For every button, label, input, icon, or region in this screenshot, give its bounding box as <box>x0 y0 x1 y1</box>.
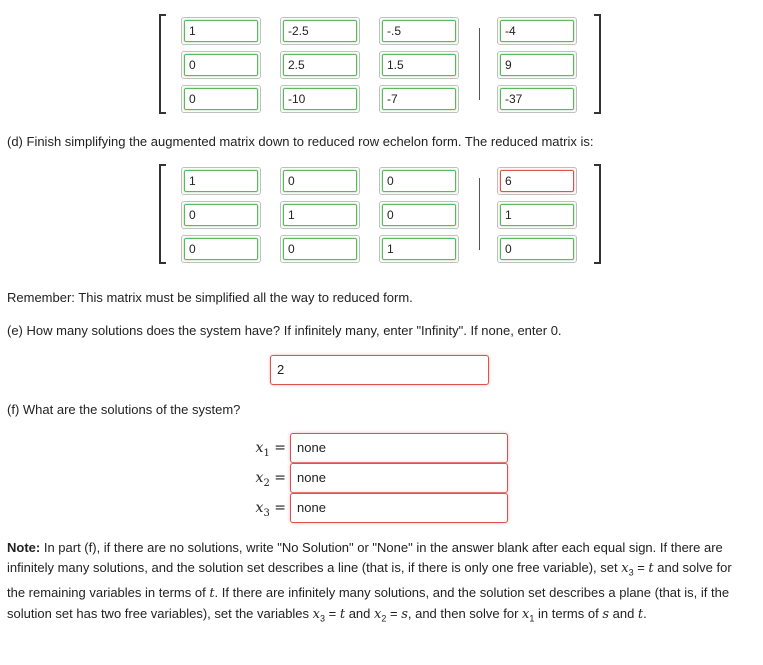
matrix-cell-input[interactable]: 1 <box>283 204 357 226</box>
x3-input[interactable]: none <box>290 493 508 523</box>
matrix-cell-input[interactable]: 0 <box>283 170 357 192</box>
matrix-cell-r2-c3[interactable] <box>379 51 459 79</box>
matrix-cell-r2-c2[interactable] <box>280 51 360 79</box>
matrix-cell-input[interactable]: -10 <box>283 88 357 110</box>
matrix-cell-r3-c2[interactable] <box>280 85 360 113</box>
right-bracket <box>594 14 601 114</box>
matrix-cell-r3-c4[interactable] <box>497 235 577 263</box>
matrix-cell-input[interactable]: 0 <box>283 238 357 260</box>
matrix-cell-input[interactable]: 0 <box>184 54 258 76</box>
matrix-cell-input[interactable]: 9 <box>500 54 574 76</box>
matrix-cell-r1-c3[interactable] <box>379 167 459 195</box>
part-f-prompt: (f) What are the solutions of the system? <box>7 402 241 417</box>
matrix-part-d <box>0 164 763 264</box>
matrix-cell-r2-c1[interactable] <box>181 201 261 229</box>
x1-label: $x_1$ = <box>255 440 286 459</box>
matrix-cell-input[interactable]: 0 <box>382 204 456 226</box>
matrix-cell-r1-c1[interactable] <box>181 167 261 195</box>
matrix-cell-r1-c2[interactable] <box>280 17 360 45</box>
part-d-prompt: (d) Finish simplifying the augmented matrix down to reduced row echelon form. The reduced matrix is: <box>7 134 594 149</box>
matrix-cell-r3-c1[interactable] <box>181 85 261 113</box>
matrix-cell-input[interactable]: 0 <box>382 170 456 192</box>
remember-note: Remember: This matrix must be simplified all the way to reduced form. <box>7 290 413 305</box>
matrix-cell-r2-c1[interactable] <box>181 51 261 79</box>
matrix-cell-input[interactable]: 0 <box>184 88 258 110</box>
x2-input[interactable]: none <box>290 463 508 493</box>
matrix-cell-r2-c2[interactable] <box>280 201 360 229</box>
matrix-cell-r1-c2[interactable] <box>280 167 360 195</box>
x3-label: $x_3$ = <box>255 500 286 519</box>
matrix-cell-r3-c3[interactable] <box>379 85 459 113</box>
matrix-cell-input[interactable]: 1 <box>184 20 258 42</box>
instructions-note: Note: In part (f), if there are no solutions, write "No Solution" or "None" in the answer blank after each equal sign. If there are infinitely many solutions, and the solution set describes a line (that is, if there is only one free variable), set $x_3 = t$ and solve for the remaining variables in terms of t. If there are infinitely many solutions, and the solution set describes a plane (that is, if the solution set has two free variables), set the variables $x_3 = t$ and $x_2 = s$, and then solve for $x_1$ in terms of s and t. <box>7 540 732 624</box>
x2-label: $x_2$ = <box>255 470 286 489</box>
matrix-cell-input[interactable]: 1 <box>382 238 456 260</box>
matrix-cell-input[interactable]: -.5 <box>382 20 456 42</box>
matrix-cell-r3-c4[interactable] <box>497 85 577 113</box>
matrix-cell-r3-c3[interactable] <box>379 235 459 263</box>
matrix-cell-input[interactable]: -2.5 <box>283 20 357 42</box>
right-bracket <box>594 164 601 264</box>
matrix-cell-r2-c4[interactable] <box>497 51 577 79</box>
matrix-cell-input[interactable]: 1 <box>184 170 258 192</box>
matrix-cell-r1-c3[interactable] <box>379 17 459 45</box>
matrix-part-c <box>0 14 763 114</box>
matrix-cell-r2-c3[interactable] <box>379 201 459 229</box>
matrix-cell-r1-c4[interactable] <box>497 167 577 195</box>
matrix-cell-input[interactable]: -7 <box>382 88 456 110</box>
matrix-cell-input[interactable]: 6 <box>500 170 574 192</box>
part-e-prompt: (e) How many solutions does the system have? If infinitely many, enter "Infinity". If none, enter 0. <box>7 323 562 338</box>
matrix-cell-input[interactable]: 0 <box>500 238 574 260</box>
left-bracket <box>159 164 166 264</box>
matrix-cell-input[interactable]: 2.5 <box>283 54 357 76</box>
matrix-cell-input[interactable]: 1 <box>500 204 574 226</box>
matrix-cell-input[interactable]: 0 <box>184 204 258 226</box>
augment-separator <box>479 28 480 100</box>
matrix-cell-input[interactable]: -4 <box>500 20 574 42</box>
matrix-cell-r3-c2[interactable] <box>280 235 360 263</box>
matrix-cell-r3-c1[interactable] <box>181 235 261 263</box>
augment-separator <box>479 178 480 250</box>
matrix-cell-input[interactable]: 1.5 <box>382 54 456 76</box>
matrix-cell-input[interactable]: 0 <box>184 238 258 260</box>
left-bracket <box>159 14 166 114</box>
note-label: Note: <box>7 540 41 555</box>
x1-input[interactable]: none <box>290 433 508 463</box>
matrix-cell-r2-c4[interactable] <box>497 201 577 229</box>
matrix-cell-r1-c1[interactable] <box>181 17 261 45</box>
matrix-cell-r1-c4[interactable] <box>497 17 577 45</box>
matrix-cell-input[interactable]: -37 <box>500 88 574 110</box>
solution-count-input[interactable]: 2 <box>270 355 489 385</box>
